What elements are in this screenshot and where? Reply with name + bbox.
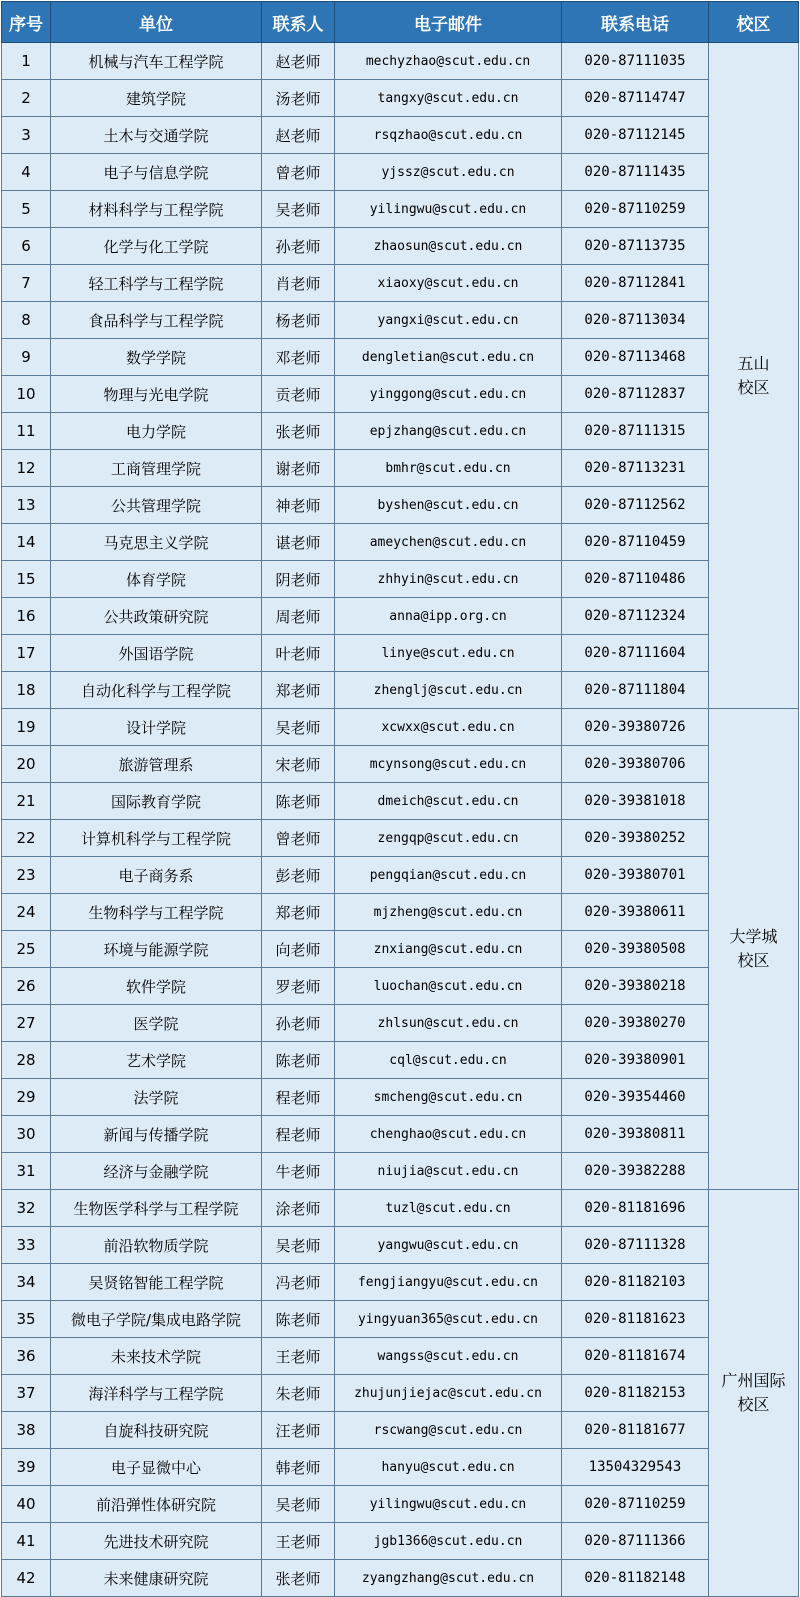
cell-unit: 土木与交通学院 xyxy=(51,117,262,154)
cell-phone: 020-87112837 xyxy=(562,376,709,413)
cell-unit: 生物科学与工程学院 xyxy=(51,894,262,931)
cell-no: 30 xyxy=(2,1116,51,1153)
cell-email: chenghao@scut.edu.cn xyxy=(335,1116,562,1153)
contact-table xyxy=(1,1,799,1597)
campus-label-line: 校区 xyxy=(737,377,770,397)
cell-contact: 彭老师 xyxy=(262,857,335,894)
table-row xyxy=(2,154,799,191)
cell-phone: 020-87112841 xyxy=(562,265,709,302)
cell-phone: 020-39380270 xyxy=(562,1005,709,1042)
cell-phone: 020-39381018 xyxy=(562,783,709,820)
cell-phone: 020-87111315 xyxy=(562,413,709,450)
cell-contact: 赵老师 xyxy=(262,117,335,154)
cell-phone: 020-87111366 xyxy=(562,1523,709,1560)
cell-email: linye@scut.edu.cn xyxy=(335,635,562,672)
cell-email: smcheng@scut.edu.cn xyxy=(335,1079,562,1116)
cell-email: anna@ipp.org.cn xyxy=(335,598,562,635)
cell-contact: 谌老师 xyxy=(262,524,335,561)
table-row xyxy=(2,1560,799,1597)
header-row xyxy=(2,2,799,43)
table-header xyxy=(2,2,799,43)
table-row xyxy=(2,1116,799,1153)
cell-contact: 吴老师 xyxy=(262,709,335,746)
cell-no: 41 xyxy=(2,1523,51,1560)
header-campus: 校区 xyxy=(709,2,799,43)
cell-email: znxiang@scut.edu.cn xyxy=(335,931,562,968)
table-row xyxy=(2,1486,799,1523)
cell-email: bmhr@scut.edu.cn xyxy=(335,450,562,487)
cell-no: 39 xyxy=(2,1449,51,1486)
cell-phone: 020-87113231 xyxy=(562,450,709,487)
cell-no: 38 xyxy=(2,1412,51,1449)
cell-no: 31 xyxy=(2,1153,51,1190)
table-row xyxy=(2,1301,799,1338)
header-phone: 联系电话 xyxy=(562,2,709,43)
cell-email: fengjiangyu@scut.edu.cn xyxy=(335,1264,562,1301)
cell-email: zhlsun@scut.edu.cn xyxy=(335,1005,562,1042)
cell-unit: 自旋科技研究院 xyxy=(51,1412,262,1449)
cell-email: tuzl@scut.edu.cn xyxy=(335,1190,562,1227)
cell-email: tangxy@scut.edu.cn xyxy=(335,80,562,117)
table-row xyxy=(2,191,799,228)
cell-phone: 020-39382288 xyxy=(562,1153,709,1190)
cell-no: 10 xyxy=(2,376,51,413)
cell-phone: 020-87114747 xyxy=(562,80,709,117)
campus-label-line: 校区 xyxy=(737,1395,770,1414)
cell-no: 1 xyxy=(2,43,51,80)
cell-contact: 汪老师 xyxy=(262,1412,335,1449)
cell-email: xcwxx@scut.edu.cn xyxy=(335,709,562,746)
table-row xyxy=(2,1412,799,1449)
cell-contact: 神老师 xyxy=(262,487,335,524)
cell-email: ameychen@scut.edu.cn xyxy=(335,524,562,561)
cell-unit: 未来技术学院 xyxy=(51,1338,262,1375)
cell-contact: 王老师 xyxy=(262,1338,335,1375)
cell-phone: 020-87111804 xyxy=(562,672,709,709)
table-row xyxy=(2,1227,799,1264)
cell-no: 37 xyxy=(2,1375,51,1412)
cell-no: 32 xyxy=(2,1190,51,1227)
cell-unit: 公共政策研究院 xyxy=(51,598,262,635)
cell-email: yangxi@scut.edu.cn xyxy=(335,302,562,339)
cell-contact: 邓老师 xyxy=(262,339,335,376)
cell-contact: 张老师 xyxy=(262,1560,335,1597)
cell-no: 24 xyxy=(2,894,51,931)
cell-unit: 数学学院 xyxy=(51,339,262,376)
cell-email: mjzheng@scut.edu.cn xyxy=(335,894,562,931)
cell-email: mechyzhao@scut.edu.cn xyxy=(335,43,562,80)
cell-unit: 吴贤铭智能工程学院 xyxy=(51,1264,262,1301)
table-row xyxy=(2,413,799,450)
cell-unit: 材料科学与工程学院 xyxy=(51,191,262,228)
cell-email: yilingwu@scut.edu.cn xyxy=(335,191,562,228)
table-row xyxy=(2,302,799,339)
table-row xyxy=(2,487,799,524)
cell-email: dmeich@scut.edu.cn xyxy=(335,783,562,820)
cell-no: 5 xyxy=(2,191,51,228)
table-row xyxy=(2,1375,799,1412)
cell-no: 34 xyxy=(2,1264,51,1301)
cell-unit: 设计学院 xyxy=(51,709,262,746)
table-row xyxy=(2,43,799,80)
cell-contact: 周老师 xyxy=(262,598,335,635)
cell-contact: 宋老师 xyxy=(262,746,335,783)
cell-unit: 建筑学院 xyxy=(51,80,262,117)
table-row xyxy=(2,1338,799,1375)
cell-no: 8 xyxy=(2,302,51,339)
cell-phone: 020-87111035 xyxy=(562,43,709,80)
cell-phone: 020-87111328 xyxy=(562,1227,709,1264)
cell-contact: 孙老师 xyxy=(262,228,335,265)
table-row xyxy=(2,1079,799,1116)
cell-phone: 020-39380252 xyxy=(562,820,709,857)
cell-unit: 环境与能源学院 xyxy=(51,931,262,968)
cell-contact: 谢老师 xyxy=(262,450,335,487)
table-row xyxy=(2,339,799,376)
campus-label-line: 大学城 xyxy=(729,927,778,946)
cell-phone: 13504329543 xyxy=(562,1449,709,1486)
cell-email: zhaosun@scut.edu.cn xyxy=(335,228,562,265)
cell-unit: 自动化科学与工程学院 xyxy=(51,672,262,709)
cell-contact: 贡老师 xyxy=(262,376,335,413)
cell-email: xiaoxy@scut.edu.cn xyxy=(335,265,562,302)
table-row xyxy=(2,894,799,931)
cell-contact: 肖老师 xyxy=(262,265,335,302)
cell-campus xyxy=(709,43,799,709)
cell-email: zengqp@scut.edu.cn xyxy=(335,820,562,857)
cell-unit: 艺术学院 xyxy=(51,1042,262,1079)
table-row xyxy=(2,1153,799,1190)
cell-phone: 020-81182103 xyxy=(562,1264,709,1301)
cell-no: 22 xyxy=(2,820,51,857)
cell-unit: 先进技术研究院 xyxy=(51,1523,262,1560)
cell-no: 18 xyxy=(2,672,51,709)
cell-contact: 冯老师 xyxy=(262,1264,335,1301)
cell-email: zhenglj@scut.edu.cn xyxy=(335,672,562,709)
table-row xyxy=(2,228,799,265)
cell-email: zyangzhang@scut.edu.cn xyxy=(335,1560,562,1597)
table-row xyxy=(2,857,799,894)
cell-campus xyxy=(709,1190,799,1597)
table-row xyxy=(2,80,799,117)
cell-unit: 电子与信息学院 xyxy=(51,154,262,191)
cell-phone: 020-81181674 xyxy=(562,1338,709,1375)
table-row xyxy=(2,1523,799,1560)
cell-contact: 郑老师 xyxy=(262,894,335,931)
table-row xyxy=(2,1264,799,1301)
cell-contact: 向老师 xyxy=(262,931,335,968)
cell-unit: 体育学院 xyxy=(51,561,262,598)
table-row xyxy=(2,376,799,413)
cell-contact: 涂老师 xyxy=(262,1190,335,1227)
cell-email: hanyu@scut.edu.cn xyxy=(335,1449,562,1486)
cell-no: 3 xyxy=(2,117,51,154)
cell-no: 15 xyxy=(2,561,51,598)
header-email: 电子邮件 xyxy=(335,2,562,43)
cell-unit: 轻工科学与工程学院 xyxy=(51,265,262,302)
cell-contact: 陈老师 xyxy=(262,1301,335,1338)
cell-phone: 020-87111604 xyxy=(562,635,709,672)
cell-unit: 经济与金融学院 xyxy=(51,1153,262,1190)
cell-no: 25 xyxy=(2,931,51,968)
cell-no: 13 xyxy=(2,487,51,524)
cell-email: pengqian@scut.edu.cn xyxy=(335,857,562,894)
cell-no: 36 xyxy=(2,1338,51,1375)
cell-contact: 杨老师 xyxy=(262,302,335,339)
cell-phone: 020-87113034 xyxy=(562,302,709,339)
cell-contact: 汤老师 xyxy=(262,80,335,117)
cell-contact: 陈老师 xyxy=(262,1042,335,1079)
cell-contact: 牛老师 xyxy=(262,1153,335,1190)
cell-phone: 020-81181696 xyxy=(562,1190,709,1227)
cell-phone: 020-39380508 xyxy=(562,931,709,968)
cell-contact: 王老师 xyxy=(262,1523,335,1560)
cell-phone: 020-81181623 xyxy=(562,1301,709,1338)
cell-unit: 生物医学科学与工程学院 xyxy=(51,1190,262,1227)
cell-unit: 旅游管理系 xyxy=(51,746,262,783)
header-contact: 联系人 xyxy=(262,2,335,43)
cell-email: zhhyin@scut.edu.cn xyxy=(335,561,562,598)
table-row xyxy=(2,1042,799,1079)
cell-no: 42 xyxy=(2,1560,51,1597)
cell-email: yinggong@scut.edu.cn xyxy=(335,376,562,413)
cell-contact: 吴老师 xyxy=(262,1227,335,1264)
table-row xyxy=(2,709,799,746)
table-row xyxy=(2,450,799,487)
cell-contact: 朱老师 xyxy=(262,1375,335,1412)
cell-email: mcynsong@scut.edu.cn xyxy=(335,746,562,783)
cell-unit: 机械与汽车工程学院 xyxy=(51,43,262,80)
cell-no: 27 xyxy=(2,1005,51,1042)
cell-no: 29 xyxy=(2,1079,51,1116)
cell-contact: 程老师 xyxy=(262,1079,335,1116)
cell-no: 26 xyxy=(2,968,51,1005)
table-row xyxy=(2,117,799,154)
cell-no: 16 xyxy=(2,598,51,635)
cell-no: 4 xyxy=(2,154,51,191)
cell-email: jgb1366@scut.edu.cn xyxy=(335,1523,562,1560)
cell-email: byshen@scut.edu.cn xyxy=(335,487,562,524)
cell-phone: 020-39380811 xyxy=(562,1116,709,1153)
cell-no: 6 xyxy=(2,228,51,265)
campus-label-line: 广州国际 xyxy=(721,1371,786,1390)
cell-unit: 物理与光电学院 xyxy=(51,376,262,413)
cell-no: 21 xyxy=(2,783,51,820)
cell-email: dengletian@scut.edu.cn xyxy=(335,339,562,376)
campus-label-line: 五山 xyxy=(737,353,770,373)
cell-no: 19 xyxy=(2,709,51,746)
cell-unit: 外国语学院 xyxy=(51,635,262,672)
cell-unit: 计算机科学与工程学院 xyxy=(51,820,262,857)
header-no: 序号 xyxy=(2,2,51,43)
cell-unit: 电子商务系 xyxy=(51,857,262,894)
cell-phone: 020-39380611 xyxy=(562,894,709,931)
cell-unit: 前沿软物质学院 xyxy=(51,1227,262,1264)
cell-contact: 阴老师 xyxy=(262,561,335,598)
cell-phone: 020-87113735 xyxy=(562,228,709,265)
cell-unit: 国际教育学院 xyxy=(51,783,262,820)
cell-unit: 前沿弹性体研究院 xyxy=(51,1486,262,1523)
cell-email: zhujunjiejac@scut.edu.cn xyxy=(335,1375,562,1412)
cell-email: yilingwu@scut.edu.cn xyxy=(335,1486,562,1523)
cell-no: 28 xyxy=(2,1042,51,1079)
cell-no: 12 xyxy=(2,450,51,487)
cell-contact: 吴老师 xyxy=(262,191,335,228)
table-row xyxy=(2,561,799,598)
cell-phone: 020-39380726 xyxy=(562,709,709,746)
cell-phone: 020-39354460 xyxy=(562,1079,709,1116)
cell-email: niujia@scut.edu.cn xyxy=(335,1153,562,1190)
cell-contact: 罗老师 xyxy=(262,968,335,1005)
cell-no: 9 xyxy=(2,339,51,376)
cell-no: 40 xyxy=(2,1486,51,1523)
table-row xyxy=(2,1005,799,1042)
cell-email: yangwu@scut.edu.cn xyxy=(335,1227,562,1264)
cell-phone: 020-39380901 xyxy=(562,1042,709,1079)
cell-contact: 张老师 xyxy=(262,413,335,450)
cell-no: 33 xyxy=(2,1227,51,1264)
cell-contact: 韩老师 xyxy=(262,1449,335,1486)
cell-contact: 叶老师 xyxy=(262,635,335,672)
table-row xyxy=(2,820,799,857)
cell-email: yjssz@scut.edu.cn xyxy=(335,154,562,191)
cell-contact: 曾老师 xyxy=(262,154,335,191)
cell-unit: 微电子学院/集成电路学院 xyxy=(51,1301,262,1338)
cell-contact: 曾老师 xyxy=(262,820,335,857)
table-row xyxy=(2,783,799,820)
cell-no: 2 xyxy=(2,80,51,117)
cell-phone: 020-39380706 xyxy=(562,746,709,783)
cell-phone: 020-87110259 xyxy=(562,191,709,228)
header-unit: 单位 xyxy=(51,2,262,43)
table-row xyxy=(2,598,799,635)
cell-unit: 法学院 xyxy=(51,1079,262,1116)
cell-unit: 食品科学与工程学院 xyxy=(51,302,262,339)
cell-no: 17 xyxy=(2,635,51,672)
cell-contact: 郑老师 xyxy=(262,672,335,709)
cell-phone: 020-87113468 xyxy=(562,339,709,376)
table-row xyxy=(2,265,799,302)
cell-phone: 020-87110486 xyxy=(562,561,709,598)
cell-email: rscwang@scut.edu.cn xyxy=(335,1412,562,1449)
cell-phone: 020-81181677 xyxy=(562,1412,709,1449)
table-row xyxy=(2,746,799,783)
cell-email: epjzhang@scut.edu.cn xyxy=(335,413,562,450)
table-body xyxy=(2,43,799,1597)
cell-no: 20 xyxy=(2,746,51,783)
table-row xyxy=(2,635,799,672)
table-row xyxy=(2,524,799,561)
cell-unit: 化学与化工学院 xyxy=(51,228,262,265)
cell-phone: 020-87112562 xyxy=(562,487,709,524)
table-row xyxy=(2,1449,799,1486)
cell-contact: 吴老师 xyxy=(262,1486,335,1523)
cell-unit: 新闻与传播学院 xyxy=(51,1116,262,1153)
cell-unit: 海洋科学与工程学院 xyxy=(51,1375,262,1412)
cell-unit: 软件学院 xyxy=(51,968,262,1005)
cell-email: luochan@scut.edu.cn xyxy=(335,968,562,1005)
cell-no: 35 xyxy=(2,1301,51,1338)
cell-no: 23 xyxy=(2,857,51,894)
cell-unit: 电子显微中心 xyxy=(51,1449,262,1486)
cell-phone: 020-87110259 xyxy=(562,1486,709,1523)
cell-no: 14 xyxy=(2,524,51,561)
cell-email: yingyuan365@scut.edu.cn xyxy=(335,1301,562,1338)
cell-contact: 陈老师 xyxy=(262,783,335,820)
cell-phone: 020-39380218 xyxy=(562,968,709,1005)
cell-email: rsqzhao@scut.edu.cn xyxy=(335,117,562,154)
cell-phone: 020-81182148 xyxy=(562,1560,709,1597)
cell-phone: 020-87111435 xyxy=(562,154,709,191)
table-row xyxy=(2,968,799,1005)
table-row xyxy=(2,1190,799,1227)
cell-contact: 赵老师 xyxy=(262,43,335,80)
cell-unit: 电力学院 xyxy=(51,413,262,450)
cell-phone: 020-39380701 xyxy=(562,857,709,894)
cell-phone: 020-87112145 xyxy=(562,117,709,154)
cell-unit: 医学院 xyxy=(51,1005,262,1042)
cell-unit: 未来健康研究院 xyxy=(51,1560,262,1597)
campus-label-line: 校区 xyxy=(737,951,770,970)
cell-phone: 020-87110459 xyxy=(562,524,709,561)
cell-no: 7 xyxy=(2,265,51,302)
table-row xyxy=(2,931,799,968)
cell-no: 11 xyxy=(2,413,51,450)
cell-phone: 020-81182153 xyxy=(562,1375,709,1412)
cell-contact: 程老师 xyxy=(262,1116,335,1153)
cell-phone: 020-87112324 xyxy=(562,598,709,635)
cell-unit: 马克思主义学院 xyxy=(51,524,262,561)
cell-email: cql@scut.edu.cn xyxy=(335,1042,562,1079)
cell-unit: 工商管理学院 xyxy=(51,450,262,487)
cell-campus xyxy=(709,709,799,1190)
cell-unit: 公共管理学院 xyxy=(51,487,262,524)
table-row xyxy=(2,672,799,709)
cell-contact: 孙老师 xyxy=(262,1005,335,1042)
cell-email: wangss@scut.edu.cn xyxy=(335,1338,562,1375)
